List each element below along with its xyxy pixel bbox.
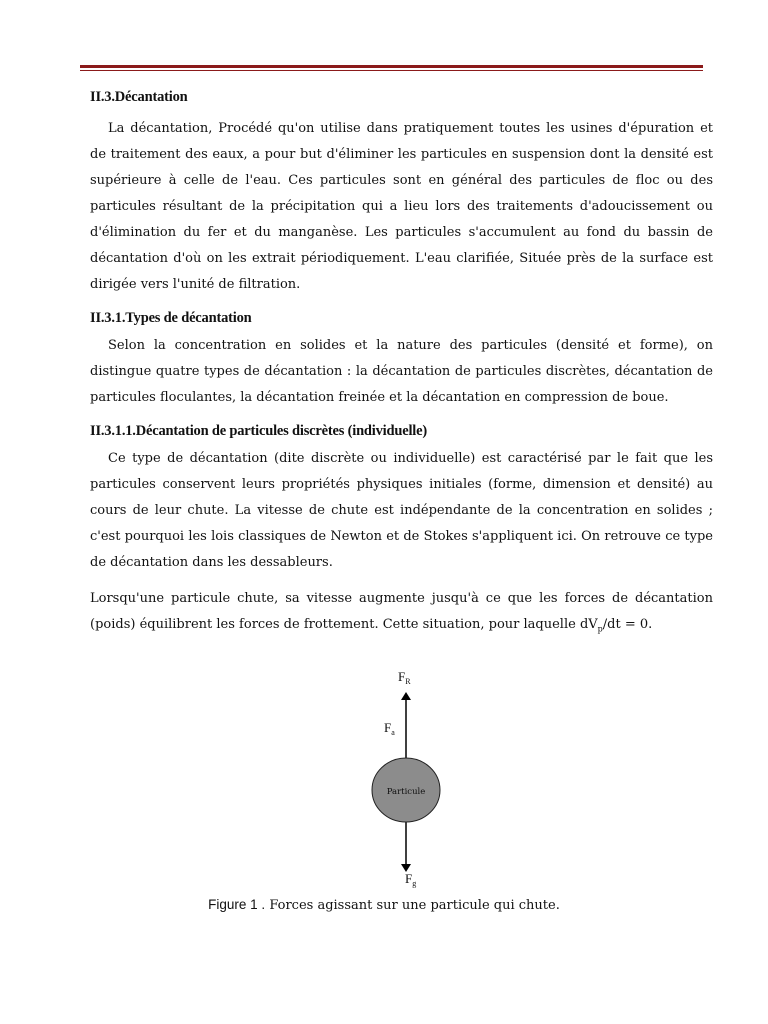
section-paragraph: La décantation, Procédé qu'on utilise dans pratiquement toutes les usines d'épuration et de traitement des eaux, a pour but d'éliminer les particules en suspension dont la densité est supérieure à celle de l'eau. Ces particules sont en général des particules de floc ou des particules résultant de la précipitation qui a lieu lors des traitements d'adoucissement ou d'élimination du fer et du manganèse. Les particules s'accumulent au fond du bassin de décantation d'où on les extrait périodiquement. L'eau clarifiée, Située près de la surface est dirigée vers l'unité de filtration. — [90, 121, 713, 292]
velocity-subscript: p — [597, 624, 603, 634]
force-r-label: $F_R$ — [398, 669, 411, 686]
paragraph-2-text: Lorsqu'une particule chute, sa vitesse augmente jusqu'à ce que les forces de décantation (poids) équilibrent les forces de frottement. Cette situation, pour laquelle dV — [90, 591, 713, 632]
subsubsection-paragraph-1: Ce type de décantation (dite discrète ou individuelle) est caractérisé par le fait que les particules conservent leurs propriétés physiques initiales (forme, dimension et densité) au cours de leur chute. La vitesse de chute est indépendante de la concentration en solides ; c'est pourquoi les lois classiques de Newton et de Stokes s'appliquent ici. On retrouve ce type de décantation dans les dessableurs. — [90, 451, 713, 570]
subsubsection-heading: II.3.1.1.Décantation de particules discrètes (individuelle) — [90, 423, 427, 439]
figure-forces — [0, 660, 768, 920]
subsection-heading: II.3.1.Types de décantation — [90, 310, 252, 326]
figure-caption — [0, 897, 768, 913]
figure-caption-text: Forces agissant sur une particule qui chute. — [265, 898, 560, 913]
subsubsection-paragraph-2 — [90, 586, 713, 643]
header-rule-thick — [80, 65, 703, 68]
force-g-label: $F_g$ — [405, 871, 417, 888]
particle-label: Particule — [386, 787, 426, 797]
figure-caption-label: Figure 1 . — [208, 897, 266, 912]
section-heading: II.3.Décantation — [90, 89, 188, 105]
force-a-label: $F_a$ — [384, 720, 395, 737]
paragraph-2-tail: /dt = 0. — [602, 617, 653, 632]
document-body — [90, 86, 713, 643]
subsection-paragraph: Selon la concentration en solides et la nature des particules (densité et forme), on distingue quatre types de décantation : la décantation de particules discrètes, décantation de particules floculantes, la décantation freinée et la décantation en compression de boue. — [90, 338, 713, 405]
header-rule-thin — [80, 70, 703, 71]
forces-diagram — [0, 660, 768, 895]
